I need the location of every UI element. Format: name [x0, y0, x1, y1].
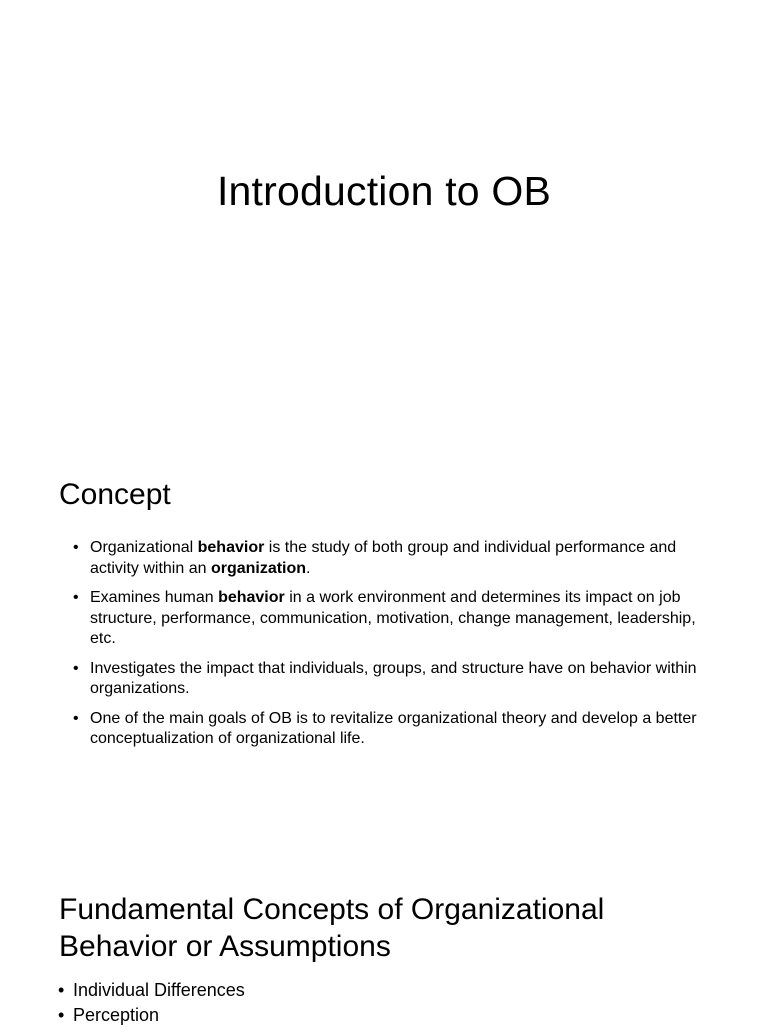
presentation-title: Introduction to OB — [216, 168, 552, 214]
concept-bullet-3: • Investigates the impact that individuals, groups, and structure have on behavior within organizations. — [73, 659, 703, 700]
fundamental-concepts-heading: Fundamental Concepts of Organizational Behavior or Assumptions — [59, 893, 605, 963]
concept-bullet-list — [73, 538, 703, 759]
slide-concept — [0, 432, 768, 864]
slide-title — [0, 0, 768, 432]
fundamental-bullet-1: • Individual Differences — [58, 978, 688, 1003]
concept-heading: Concept — [59, 478, 171, 511]
concept-bullet-4: • One of the main goals of OB is to revitalize organizational theory and develop a better conceptualization of organizational life. — [73, 709, 703, 750]
concept-bullet-2: • Examines human behavior in a work environment and determines its impact on job structure, performance, communication, motivation, change management, leadership, etc. — [73, 588, 703, 650]
fundamental-bullet-2: • Perception — [58, 1003, 688, 1028]
slide-fundamental-concepts — [0, 864, 768, 1024]
fundamental-concepts-bullet-list — [58, 978, 688, 1028]
concept-bullet-1: • Organizational behavior is the study of both group and individual performance and activity within an organization. — [73, 538, 703, 579]
